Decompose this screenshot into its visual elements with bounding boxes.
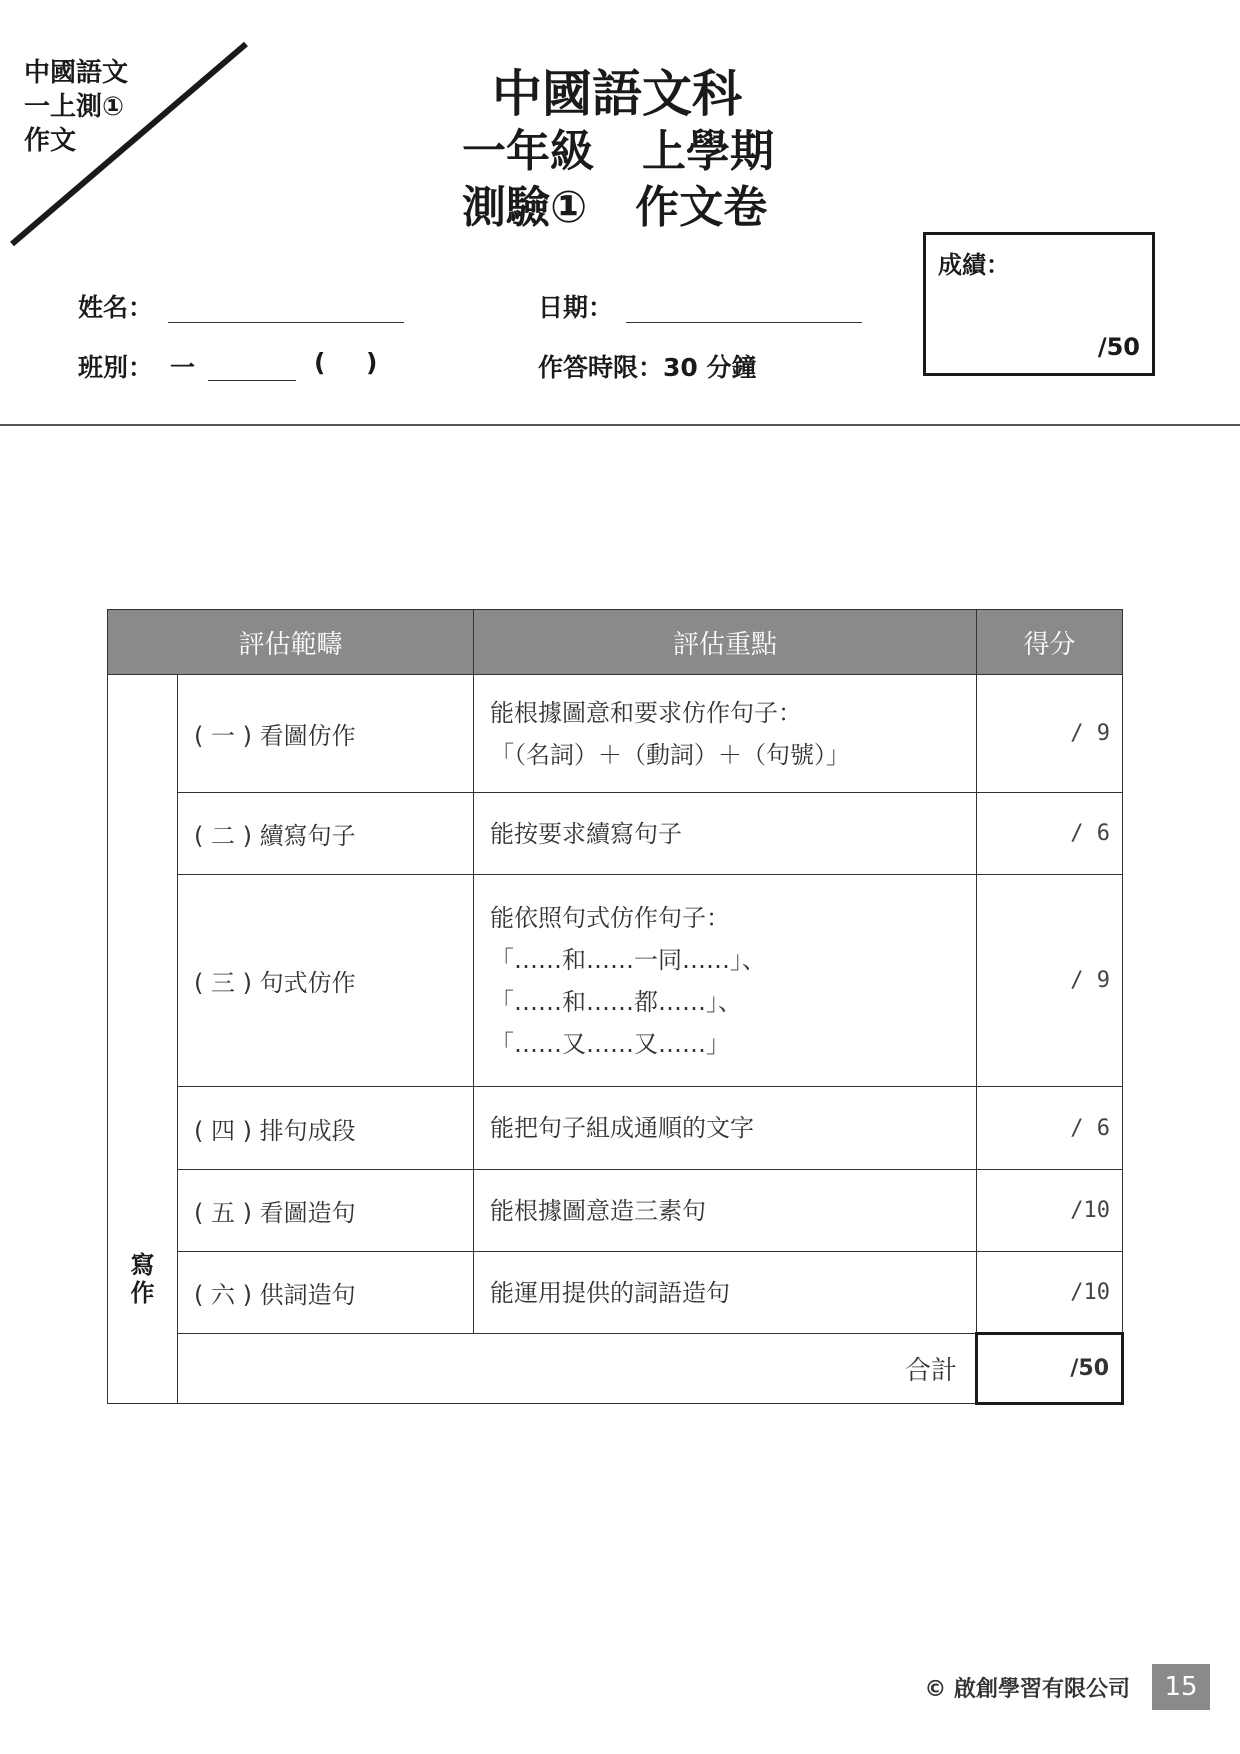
focus-line: 能依照句式仿作句子： — [490, 903, 731, 932]
score-label: 成績： — [938, 251, 1010, 279]
table-row — [108, 793, 1123, 875]
focus-line: 能運用提供的詞語造句 — [490, 1278, 731, 1307]
title-test-paper — [400, 180, 840, 236]
title-term: 上學期 — [642, 126, 774, 177]
header-category: 評估範疇 — [108, 610, 474, 675]
page-number: 15 — [1152, 1664, 1210, 1710]
class-grade: 一 — [170, 353, 196, 382]
focus-cell — [474, 675, 977, 793]
table-row — [108, 675, 1123, 793]
title-grade-term — [400, 124, 840, 180]
item-cell: ( 三 ) 句式仿作 — [178, 875, 474, 1087]
class-number-open-paren: ( — [314, 348, 326, 377]
focus-line: 能按要求續寫句子 — [490, 819, 683, 848]
score-box[interactable] — [923, 232, 1155, 376]
item-cell: ( 四 ) 排句成段 — [178, 1087, 474, 1170]
focus-cell — [474, 875, 977, 1087]
score-cell[interactable]: /10 — [977, 1170, 1123, 1252]
focus-line: 能根據圖意和要求仿作句子： — [490, 698, 803, 727]
score-total: /50 — [1097, 333, 1140, 361]
focus-cell — [474, 793, 977, 875]
title-paper: 作文卷 — [635, 182, 768, 233]
table-row — [108, 875, 1123, 1087]
item-cell: ( 二 ) 續寫句子 — [178, 793, 474, 875]
category-label: 寫作 — [130, 1251, 155, 1307]
header-score: 得分 — [977, 610, 1123, 675]
focus-cell — [474, 1170, 977, 1252]
date-label: 日期： — [538, 293, 614, 322]
corner-line-1: 中國語文 — [24, 58, 129, 88]
title-grade: 一年級 — [462, 126, 594, 177]
total-label: 合計 — [178, 1334, 977, 1404]
header-focus: 評估重點 — [474, 610, 977, 675]
total-score[interactable]: /50 — [977, 1334, 1123, 1404]
item-cell: ( 五 ) 看圖造句 — [178, 1170, 474, 1252]
focus-cell — [474, 1252, 977, 1334]
title-test: 測驗① — [462, 182, 588, 233]
focus-line: 「……又……又……」 — [490, 1029, 731, 1058]
header-divider — [0, 424, 1240, 426]
focus-line: 「……和……一同……」、 — [490, 945, 767, 974]
score-cell[interactable]: / 6 — [977, 1087, 1123, 1170]
assessment-table — [107, 609, 1124, 1405]
total-row — [108, 1334, 1123, 1404]
table-row — [108, 1252, 1123, 1334]
table-row — [108, 1170, 1123, 1252]
table-row — [108, 1087, 1123, 1170]
class-number-close-paren: ) — [366, 348, 378, 377]
date-field[interactable] — [626, 322, 862, 323]
category-cell — [108, 675, 178, 1404]
score-cell[interactable]: / 6 — [977, 793, 1123, 875]
table-header-row — [108, 610, 1123, 675]
corner-line-2: 一上測① — [24, 92, 125, 122]
item-cell: ( 一 ) 看圖仿作 — [178, 675, 474, 793]
name-field[interactable] — [168, 322, 404, 323]
name-label: 姓名： — [78, 293, 154, 322]
time-limit: 作答時限：30 分鐘 — [538, 353, 757, 382]
page-title — [400, 64, 840, 236]
item-cell: ( 六 ) 供詞造句 — [178, 1252, 474, 1334]
score-cell[interactable]: /10 — [977, 1252, 1123, 1334]
score-cell[interactable]: / 9 — [977, 875, 1123, 1087]
title-subject: 中國語文科 — [492, 65, 742, 123]
class-field[interactable] — [208, 380, 296, 381]
focus-line: 「（名詞）＋（動詞）＋（句號）」 — [490, 740, 851, 769]
corner-slash-line — [8, 40, 248, 250]
score-cell[interactable]: / 9 — [977, 675, 1123, 793]
focus-line: 能根據圖意造三素句 — [490, 1196, 707, 1225]
copyright-notice: © 啟創學習有限公司 — [924, 1677, 1130, 1702]
class-label: 班別： — [78, 353, 154, 382]
focus-line: 能把句子組成通順的文字 — [490, 1114, 755, 1142]
focus-line: 「……和……都……」、 — [490, 987, 743, 1016]
corner-line-3: 作文 — [24, 126, 77, 156]
focus-cell — [474, 1087, 977, 1170]
